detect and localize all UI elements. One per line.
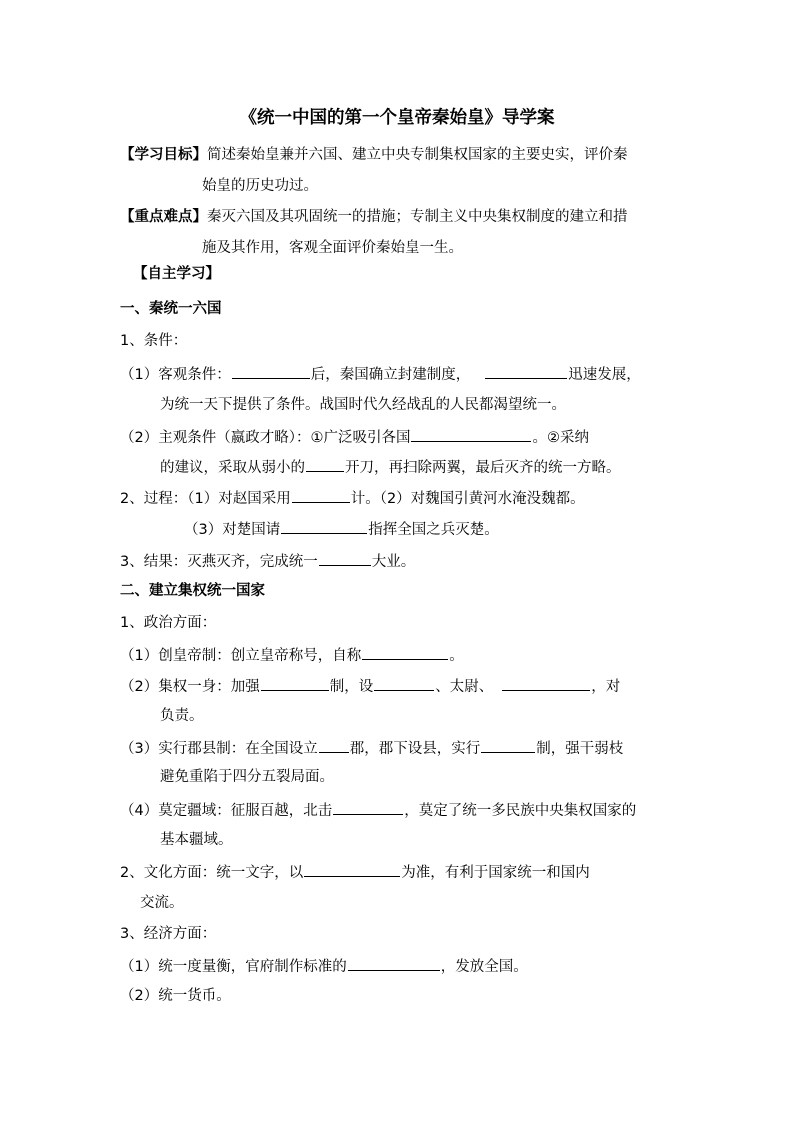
- blank-field[interactable]: [304, 860, 400, 877]
- objectives-line-2: 始皇的历史功过。: [202, 178, 318, 194]
- objective-condition-label: （1）客观条件：: [120, 367, 231, 383]
- frontier-line-2: 基本疆域。: [160, 832, 233, 848]
- key-points-text-1: 秦灭六国及其巩固统一的措施；专制主义中央集权制度的建立和措: [207, 209, 628, 225]
- process-text-2: 计。（2）对魏国引黄河水淹没魏都。: [350, 491, 585, 507]
- county-line: [120, 736, 623, 760]
- county-text: （3）实行郡县制：在全国设立: [120, 741, 318, 757]
- self-study-heading: 【自主学习】: [133, 266, 220, 282]
- subjective-condition-text-3: 开刀，再扫除两翼，最后灭齐的统一方略。: [345, 460, 621, 476]
- measure-text-2: ，发放全国。: [440, 959, 528, 975]
- county-text-2: 郡，郡下设县，实行: [349, 741, 481, 757]
- culture-line-2: 交流。: [140, 895, 184, 911]
- blank-field[interactable]: [348, 954, 440, 971]
- process-line-2: [184, 517, 499, 541]
- blank-field[interactable]: [232, 362, 310, 379]
- result-text: 3、结果：灭燕灭齐，完成统一: [120, 554, 318, 570]
- economy-heading: 3、经济方面：: [120, 926, 217, 942]
- blank-field[interactable]: [333, 798, 403, 815]
- culture-text: 2、文化方面：统一文字，以: [120, 865, 304, 881]
- currency-line: （2）统一货币。: [120, 988, 231, 1004]
- measure-text: （1）统一度量衡，官府制作标准的: [120, 959, 347, 975]
- blank-field[interactable]: [292, 486, 350, 503]
- result-line: [120, 549, 415, 573]
- objective-condition-line: [120, 362, 641, 386]
- county-text-3: 制，强干弱枝: [536, 741, 624, 757]
- emperor-line: [120, 643, 464, 667]
- emperor-text: （1）创皇帝制：创立皇帝称号，自称: [120, 648, 362, 664]
- emperor-text-2: 。: [449, 648, 464, 664]
- county-line-2: 避免重陷于四分五裂局面。: [160, 769, 334, 785]
- key-points-line-1: [120, 206, 628, 228]
- process-line: [120, 486, 585, 510]
- blank-field[interactable]: [485, 362, 567, 379]
- subjective-condition-line: [120, 425, 589, 449]
- measure-line: [120, 954, 528, 978]
- objective-condition-text: 后，秦国确立封建制度，: [310, 367, 471, 383]
- culture-text-2: 为准，有利于国家统一和国内: [401, 865, 590, 881]
- frontier-text-2: ，莫定了统一多民族中央集权国家的: [404, 803, 637, 819]
- subjective-condition-line-2: [160, 455, 621, 479]
- frontier-line: [120, 798, 636, 822]
- objectives-text-1: 简述秦始皇兼并六国、建立中央专制集权国家的主要史实，评价秦: [207, 147, 628, 163]
- subjective-condition-text-2: 的建议，采取从弱小的: [160, 460, 305, 476]
- blank-field[interactable]: [281, 517, 367, 534]
- result-text-2: 大业。: [371, 554, 416, 570]
- part2-heading: 二、建立集权统一国家: [120, 583, 265, 599]
- objectives-line-1: [120, 144, 628, 166]
- blank-field[interactable]: [411, 425, 531, 442]
- process-text: 2、过程：（1）对赵国采用: [120, 491, 291, 507]
- blank-field[interactable]: [481, 736, 535, 753]
- conditions-heading: 1、条件：: [120, 333, 188, 349]
- blank-field[interactable]: [502, 674, 590, 691]
- blank-field[interactable]: [306, 455, 344, 472]
- objectives-label: 【学习目标】: [120, 147, 207, 163]
- centralization-text-3: 、太尉、: [435, 679, 494, 695]
- subjective-condition-text: 。②采纳: [532, 430, 589, 446]
- blank-field[interactable]: [362, 643, 448, 660]
- culture-line: [120, 860, 590, 884]
- objective-condition-line-2: 为统一天下提供了条件。战国时代久经战乱的人民都渴望统一。: [160, 397, 566, 413]
- process-text-4: 指挥全国之兵灭楚。: [368, 522, 499, 538]
- objective-condition-text-2: 迅速发展，: [568, 367, 641, 383]
- key-points-line-2: 施及其作用，客观全面评价秦始皇一生。: [202, 240, 463, 256]
- centralization-text-2: 制，设: [329, 679, 374, 695]
- centralization-line: [120, 674, 620, 698]
- key-points-label: 【重点难点】: [120, 209, 207, 225]
- process-text-3: （3）对楚国请: [184, 522, 281, 538]
- part1-heading: 一、秦统一六国: [120, 301, 222, 317]
- blank-field[interactable]: [319, 549, 371, 566]
- blank-field[interactable]: [374, 674, 434, 691]
- document-title: 《统一中国的第一个皇帝秦始皇》导学案: [239, 108, 555, 128]
- subjective-condition-label: （2）主观条件（嬴政才略）：①广泛吸引各国: [120, 430, 411, 446]
- centralization-text-4: ，对: [591, 679, 621, 695]
- frontier-text: （4）莫定疆域：征服百越，北击: [120, 803, 333, 819]
- centralization-line-2: 负责。: [160, 708, 204, 724]
- blank-field[interactable]: [319, 736, 349, 753]
- centralization-text: （2）集权一身：加强: [120, 679, 260, 695]
- political-heading: 1、政治方面：: [120, 615, 217, 631]
- blank-field[interactable]: [261, 674, 329, 691]
